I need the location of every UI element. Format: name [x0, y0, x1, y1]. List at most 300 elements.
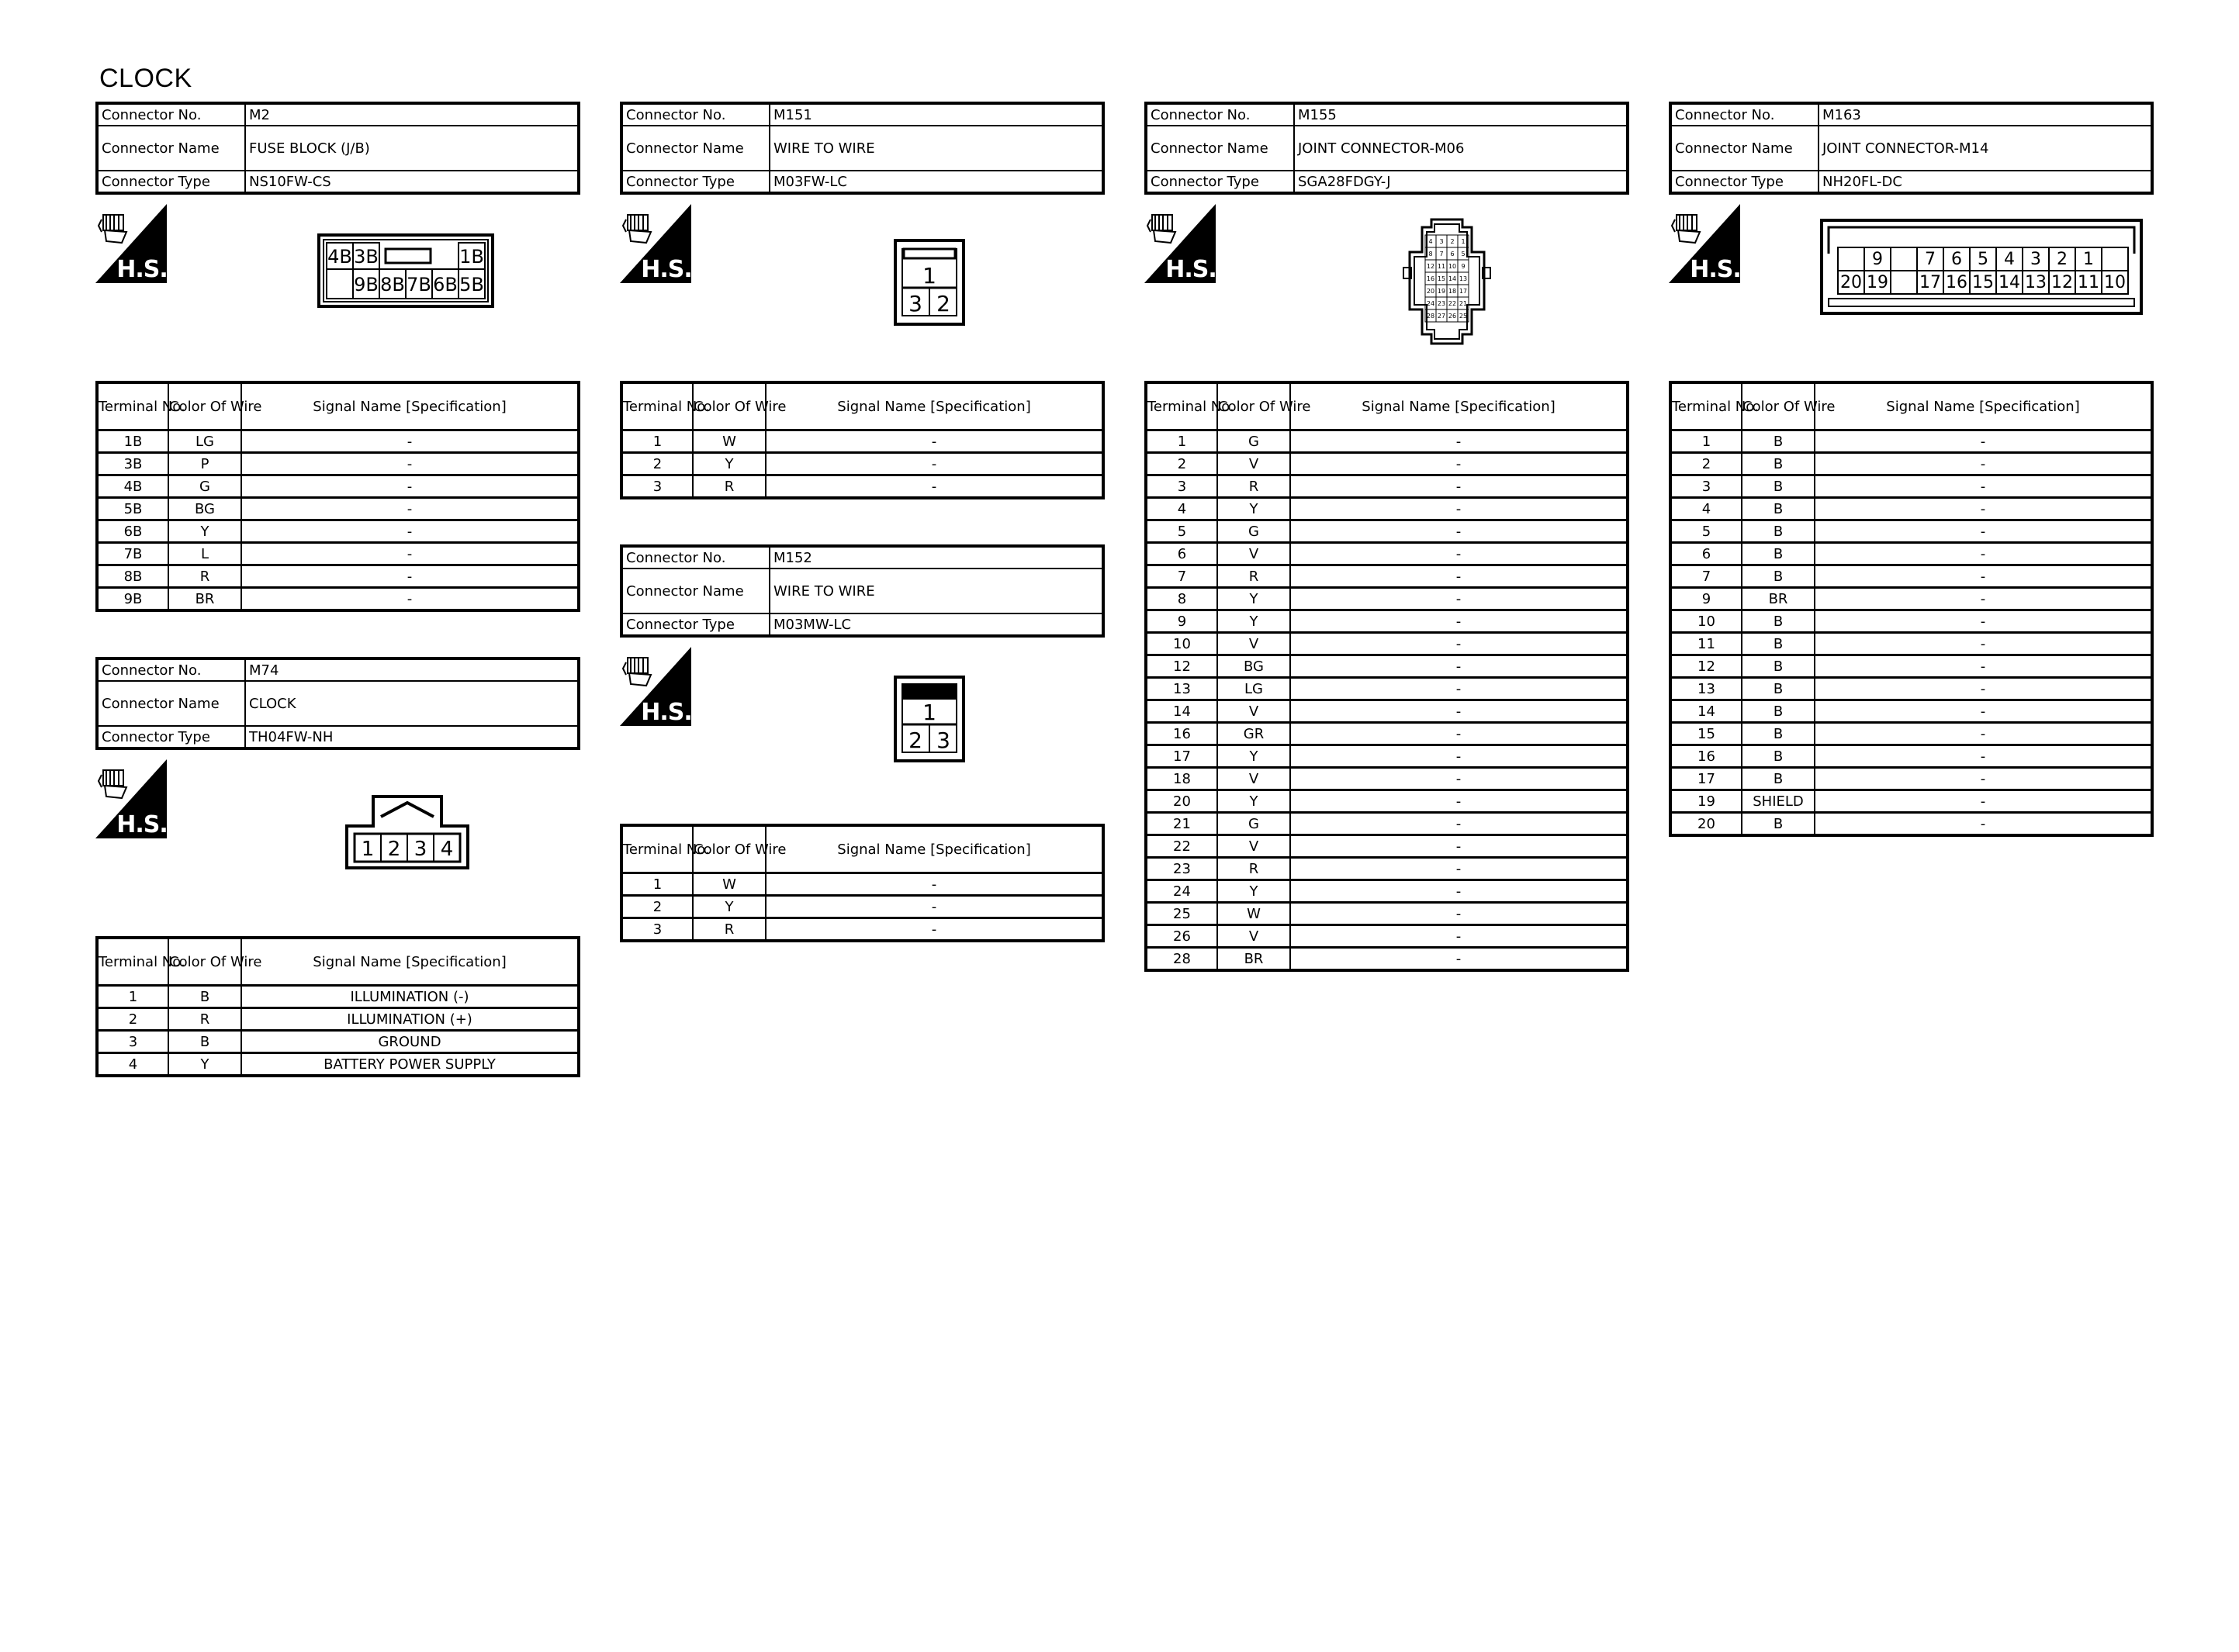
pin-label: 24: [1426, 300, 1435, 307]
wire-color-cell: B: [1742, 700, 1815, 723]
terminal-no-cell: 5: [1670, 520, 1742, 543]
wire-color-cell: R: [1217, 858, 1290, 880]
terminal-no-cell: 19: [1670, 790, 1742, 813]
connector-no-value: M152: [770, 546, 1103, 569]
connector-no-value: M163: [1819, 103, 2152, 126]
terminal-no-cell: 21: [1146, 813, 1217, 835]
connector-name-value: WIRE TO WIRE: [770, 569, 1103, 613]
signal-name-header: Signal Name [Specification]: [766, 825, 1103, 873]
pin-label: 19: [1867, 273, 1888, 292]
color-of-wire-header: Color Of Wire: [1742, 382, 1815, 430]
wire-color-cell: BG: [168, 498, 241, 520]
wire-color-cell: GR: [1217, 723, 1290, 745]
terminal-no-cell: 9: [1146, 610, 1217, 633]
table-row: [1670, 543, 2152, 565]
wire-color-cell: Y: [1217, 610, 1290, 633]
wire-color-cell: B: [168, 1031, 241, 1053]
connector-type-value: NH20FL-DC: [1819, 171, 2152, 193]
signal-name-header: Signal Name [Specification]: [241, 938, 579, 986]
connector-name-label: Connector Name: [1670, 126, 1819, 171]
table-row: [1670, 745, 2152, 768]
table-row: [621, 475, 1103, 499]
signal-name-cell: -: [1815, 655, 2152, 678]
connector-face-diagram: [893, 238, 967, 328]
pin-label: 4: [2004, 250, 2015, 269]
terminal-no-cell: 3: [1146, 475, 1217, 498]
table-row: [1146, 430, 1628, 453]
pin-cavity: [1891, 271, 1917, 294]
pin-label: 1: [922, 700, 936, 725]
table-row: [621, 896, 1103, 918]
wire-color-cell: BG: [1217, 655, 1290, 678]
connector-name-label: Connector Name: [97, 681, 245, 726]
wire-color-cell: R: [168, 1008, 241, 1031]
terminal-no-cell: 4: [97, 1053, 168, 1077]
wire-color-cell: BR: [168, 588, 241, 611]
terminal-no-header: Terminal No.: [97, 938, 168, 986]
terminal-no-cell: 2: [1146, 453, 1217, 475]
wire-color-cell: BR: [1217, 948, 1290, 971]
table-row: [1670, 678, 2152, 700]
signal-name-cell: -: [1290, 543, 1628, 565]
terminal-no-cell: 14: [1146, 700, 1217, 723]
wire-color-cell: V: [1217, 835, 1290, 858]
connector-type-value: M03MW-LC: [770, 613, 1103, 636]
terminal-no-cell: 24: [1146, 880, 1217, 903]
signal-name-cell: -: [1815, 520, 2152, 543]
connector-name-label: Connector Name: [1146, 126, 1294, 171]
connector-no-label: Connector No.: [1670, 103, 1819, 126]
table-row: [1146, 633, 1628, 655]
signal-name-cell: -: [1290, 745, 1628, 768]
table-row: [1146, 745, 1628, 768]
pin-label: 16: [1426, 275, 1435, 282]
wire-color-cell: R: [168, 565, 241, 588]
wire-color-cell: Y: [693, 896, 766, 918]
wire-color-cell: B: [1742, 498, 1815, 520]
signal-name-cell: -: [1290, 700, 1628, 723]
wire-color-cell: Y: [1217, 745, 1290, 768]
table-row: [1146, 948, 1628, 971]
connector-diagram-area: [620, 638, 1105, 824]
signal-name-cell: -: [1290, 520, 1628, 543]
terminal-no-cell: 6: [1146, 543, 1217, 565]
pin-label: 3: [2030, 250, 2041, 269]
connector-diagram-area: [1669, 195, 2154, 381]
terminal-no-cell: 3B: [97, 453, 168, 475]
table-row: [97, 498, 579, 520]
terminal-no-cell: 20: [1670, 813, 1742, 836]
terminal-no-cell: 3: [1670, 475, 1742, 498]
signal-name-cell: -: [1815, 543, 2152, 565]
terminal-no-cell: 13: [1670, 678, 1742, 700]
terminal-no-cell: 2: [1670, 453, 1742, 475]
table-row: [97, 1008, 579, 1031]
terminal-no-cell: 20: [1146, 790, 1217, 813]
pin-label: 16: [1946, 273, 1967, 292]
wire-color-cell: G: [1217, 813, 1290, 835]
signal-name-cell: -: [241, 498, 579, 520]
signal-name-cell: -: [1815, 610, 2152, 633]
terminal-no-cell: 4: [1670, 498, 1742, 520]
pin-label: 10: [1448, 263, 1457, 270]
pin-cavity: [1891, 247, 1917, 271]
signal-name-cell: -: [1290, 453, 1628, 475]
wire-color-cell: Y: [1217, 498, 1290, 520]
table-row: [1670, 565, 2152, 588]
table-row: [97, 430, 579, 453]
pin-label: 3: [936, 728, 950, 753]
pin-label: 2: [2057, 250, 2068, 269]
wire-color-cell: B: [1742, 745, 1815, 768]
wire-color-cell: LG: [168, 430, 241, 453]
terminal-no-cell: 15: [1670, 723, 1742, 745]
table-row: [1670, 430, 2152, 453]
table-row: [1146, 610, 1628, 633]
signal-name-cell: -: [1290, 723, 1628, 745]
signal-name-cell: -: [1290, 835, 1628, 858]
connector-type-value: NS10FW-CS: [245, 171, 579, 193]
table-row: [621, 453, 1103, 475]
connector-name-value: WIRE TO WIRE: [770, 126, 1103, 171]
table-row: [621, 430, 1103, 453]
signal-name-cell: -: [1290, 903, 1628, 925]
pin-label: 6: [1450, 251, 1455, 257]
pin-label: 7: [1925, 250, 1936, 269]
signal-name-cell: ILLUMINATION (-): [241, 986, 579, 1008]
column-1: [95, 102, 580, 1077]
terminal-no-cell: 26: [1146, 925, 1217, 948]
connector-no-label: Connector No.: [97, 658, 245, 681]
signal-name-cell: -: [766, 918, 1103, 942]
terminal-no-cell: 3: [621, 475, 693, 499]
wire-color-cell: G: [1217, 430, 1290, 453]
table-row: [1146, 475, 1628, 498]
connector-name-value: JOINT CONNECTOR-M14: [1819, 126, 2152, 171]
wire-color-cell: Y: [168, 520, 241, 543]
connector-face-diagram: [893, 675, 967, 765]
signal-name-cell: -: [241, 565, 579, 588]
pin-label: 2: [1450, 238, 1455, 245]
table-row: [1146, 588, 1628, 610]
pin-label: 20: [1426, 288, 1435, 295]
color-of-wire-header: Color Of Wire: [168, 382, 241, 430]
pin-label: 15: [1972, 273, 1994, 292]
table-row: [1670, 700, 2152, 723]
connector-m163: [1669, 102, 2154, 837]
wire-color-cell: B: [1742, 543, 1815, 565]
wire-color-cell: Y: [693, 453, 766, 475]
signal-name-cell: -: [1290, 498, 1628, 520]
signal-name-cell: -: [1815, 498, 2152, 520]
connector-info-table: [620, 102, 1105, 195]
connector-type-value: M03FW-LC: [770, 171, 1103, 193]
connector-info-table: [1144, 102, 1629, 195]
table-row: [1146, 655, 1628, 678]
table-row: [1146, 768, 1628, 790]
wire-color-cell: W: [693, 873, 766, 896]
pin-label: 8B: [380, 274, 405, 295]
table-row: [1146, 835, 1628, 858]
terminal-no-cell: 13: [1146, 678, 1217, 700]
signal-name-cell: -: [1815, 700, 2152, 723]
pin-label: 22: [1448, 300, 1457, 307]
pin-label: 7: [1439, 251, 1444, 257]
pin-label: 3: [908, 291, 922, 316]
terminal-no-header: Terminal No.: [1146, 382, 1217, 430]
pin-label: 5: [1978, 250, 1988, 269]
terminal-no-cell: 14: [1670, 700, 1742, 723]
pin-label: 9B: [354, 274, 379, 295]
connector-type-value: TH04FW-NH: [245, 726, 579, 748]
terminal-no-cell: 4: [1146, 498, 1217, 520]
terminal-no-cell: 1: [621, 430, 693, 453]
signal-name-cell: -: [766, 430, 1103, 453]
terminal-no-header: Terminal No.: [1670, 382, 1742, 430]
wire-color-cell: B: [1742, 475, 1815, 498]
table-row: [1670, 588, 2152, 610]
table-row: [1670, 813, 2152, 836]
signal-name-cell: -: [1290, 610, 1628, 633]
table-row: [1670, 768, 2152, 790]
wire-color-cell: V: [1217, 453, 1290, 475]
signal-name-header: Signal Name [Specification]: [1290, 382, 1628, 430]
pin-label: 1: [361, 838, 375, 861]
signal-name-cell: -: [1815, 430, 2152, 453]
pin-label: 3: [1439, 238, 1444, 245]
signal-name-cell: -: [1290, 430, 1628, 453]
table-row: [97, 543, 579, 565]
signal-name-cell: -: [1815, 745, 2152, 768]
pin-label: 3B: [354, 246, 379, 268]
connector-name-label: Connector Name: [621, 569, 770, 613]
pin-cavity: [2102, 247, 2128, 271]
terminal-no-cell: 18: [1146, 768, 1217, 790]
pin-label: 4: [440, 838, 454, 861]
connector-type-label: Connector Type: [97, 726, 245, 748]
connector-name-label: Connector Name: [97, 126, 245, 171]
terminal-no-cell: 16: [1670, 745, 1742, 768]
terminal-no-cell: 28: [1146, 948, 1217, 971]
pin-table: [620, 381, 1105, 499]
table-row: [1670, 723, 2152, 745]
connector-diagram-area: [1144, 195, 1629, 381]
signal-name-cell: -: [241, 475, 579, 498]
pin-label: 13: [2025, 273, 2047, 292]
hs-logo-icon: [620, 647, 691, 726]
terminal-no-cell: 10: [1670, 610, 1742, 633]
pin-label: 27: [1437, 313, 1446, 320]
terminal-no-cell: 7: [1146, 565, 1217, 588]
pin-label: 25: [1459, 313, 1468, 320]
pin-label: 28: [1426, 313, 1435, 320]
pin-label: 3: [414, 838, 427, 861]
color-of-wire-header: Color Of Wire: [168, 938, 241, 986]
pin-label: 11: [1437, 263, 1446, 270]
signal-name-cell: ILLUMINATION (+): [241, 1008, 579, 1031]
connector-face-diagram: [317, 233, 496, 311]
connector-no-label: Connector No.: [621, 103, 770, 126]
connector-info-table: [1669, 102, 2154, 195]
wire-color-cell: B: [168, 986, 241, 1008]
terminal-no-cell: 9B: [97, 588, 168, 611]
connector-name-value: CLOCK: [245, 681, 579, 726]
signal-name-header: Signal Name [Specification]: [1815, 382, 2152, 430]
table-row: [97, 453, 579, 475]
table-row: [1670, 610, 2152, 633]
wire-color-cell: B: [1742, 633, 1815, 655]
signal-name-cell: -: [241, 543, 579, 565]
signal-name-header: Signal Name [Specification]: [766, 382, 1103, 430]
terminal-no-cell: 7B: [97, 543, 168, 565]
pin-table: [95, 936, 580, 1077]
terminal-no-cell: 1: [621, 873, 693, 896]
connector-type-label: Connector Type: [621, 613, 770, 636]
pin-label: 26: [1448, 313, 1457, 320]
terminal-no-cell: 3: [97, 1031, 168, 1053]
table-row: [1670, 475, 2152, 498]
wire-color-cell: B: [1742, 768, 1815, 790]
table-row: [1146, 678, 1628, 700]
terminal-no-cell: 2: [97, 1008, 168, 1031]
table-row: [1670, 790, 2152, 813]
table-row: [1670, 498, 2152, 520]
signal-name-cell: -: [241, 430, 579, 453]
connector-no-value: M151: [770, 103, 1103, 126]
wire-color-cell: R: [693, 918, 766, 942]
table-row: [1146, 543, 1628, 565]
connector-face-diagram: [1400, 216, 1493, 347]
connector-info-table: [95, 102, 580, 195]
signal-name-cell: -: [1290, 475, 1628, 498]
pin-label: 19: [1437, 288, 1446, 295]
terminal-no-cell: 2: [621, 896, 693, 918]
table-row: [1670, 453, 2152, 475]
hs-logo-icon: [620, 204, 691, 283]
connector-m2: [95, 102, 580, 612]
wire-color-cell: W: [693, 430, 766, 453]
table-row: [621, 873, 1103, 896]
signal-name-header: Signal Name [Specification]: [241, 382, 579, 430]
hs-logo-icon: [1144, 204, 1216, 283]
terminal-no-cell: 5B: [97, 498, 168, 520]
signal-name-cell: -: [1815, 475, 2152, 498]
pin-label: 18: [1448, 288, 1457, 295]
pin-table: [1144, 381, 1629, 972]
signal-name-cell: -: [1815, 565, 2152, 588]
signal-name-cell: -: [1290, 655, 1628, 678]
wire-color-cell: B: [1742, 723, 1815, 745]
table-row: [1146, 453, 1628, 475]
pin-label: 10: [2104, 273, 2126, 292]
table-row: [1146, 880, 1628, 903]
pin-label: 14: [1998, 273, 2020, 292]
terminal-no-cell: 8B: [97, 565, 168, 588]
connector-name-value: FUSE BLOCK (J/B): [245, 126, 579, 171]
pin-label: 2: [387, 838, 401, 861]
table-row: [97, 565, 579, 588]
wire-color-cell: B: [1742, 565, 1815, 588]
table-row: [97, 986, 579, 1008]
pin-label: 5: [1461, 251, 1466, 257]
wire-color-cell: LG: [1217, 678, 1290, 700]
connector-m151: [620, 102, 1105, 499]
pin-label: 15: [1437, 275, 1446, 282]
hs-logo-icon: [95, 204, 167, 283]
terminal-no-header: Terminal No.: [621, 825, 693, 873]
wire-color-cell: G: [168, 475, 241, 498]
wire-color-cell: R: [1217, 475, 1290, 498]
table-row: [1670, 655, 2152, 678]
terminal-no-cell: 6: [1670, 543, 1742, 565]
signal-name-cell: -: [1290, 588, 1628, 610]
color-of-wire-header: Color Of Wire: [693, 382, 766, 430]
connector-info-table: [95, 657, 580, 750]
table-row: [1146, 858, 1628, 880]
table-row: [1670, 633, 2152, 655]
wire-color-cell: G: [1217, 520, 1290, 543]
connector-no-value: M74: [245, 658, 579, 681]
pin-table: [620, 824, 1105, 942]
pin-table: [1669, 381, 2154, 837]
wire-color-cell: P: [168, 453, 241, 475]
pin-label: 12: [1426, 263, 1435, 270]
pin-label: 1B: [459, 246, 484, 268]
pin-label: 21: [1459, 300, 1468, 307]
connector-type-label: Connector Type: [97, 171, 245, 193]
terminal-no-cell: 12: [1146, 655, 1217, 678]
table-row: [97, 475, 579, 498]
connector-no-value: M155: [1294, 103, 1628, 126]
pin-table: [95, 381, 580, 612]
wire-color-cell: B: [1742, 678, 1815, 700]
terminal-no-cell: 1: [1670, 430, 1742, 453]
pin-label: 17: [1459, 288, 1468, 295]
wire-color-cell: L: [168, 543, 241, 565]
connector-face-diagram: [344, 793, 471, 871]
pin-cavity: [1838, 247, 1864, 271]
terminal-no-cell: 4B: [97, 475, 168, 498]
signal-name-cell: -: [1290, 925, 1628, 948]
pin-label: 17: [1919, 273, 1941, 292]
connector-type-label: Connector Type: [621, 171, 770, 193]
terminal-no-cell: 17: [1146, 745, 1217, 768]
connector-face-diagram: [1819, 218, 2145, 316]
signal-name-cell: -: [1290, 790, 1628, 813]
table-row: [1146, 565, 1628, 588]
signal-name-cell: -: [241, 588, 579, 611]
signal-name-cell: -: [1290, 633, 1628, 655]
wire-color-cell: V: [1217, 768, 1290, 790]
connector-name-label: Connector Name: [621, 126, 770, 171]
terminal-no-cell: 6B: [97, 520, 168, 543]
table-row: [97, 520, 579, 543]
signal-name-cell: -: [1815, 633, 2152, 655]
signal-name-cell: -: [241, 453, 579, 475]
pin-label: 23: [1437, 300, 1446, 307]
table-row: [1146, 903, 1628, 925]
connector-type-label: Connector Type: [1670, 171, 1819, 193]
wire-color-cell: B: [1742, 430, 1815, 453]
signal-name-cell: -: [1290, 880, 1628, 903]
terminal-no-cell: 25: [1146, 903, 1217, 925]
wire-color-cell: V: [1217, 925, 1290, 948]
terminal-no-cell: 10: [1146, 633, 1217, 655]
connector-no-value: M2: [245, 103, 579, 126]
table-row: [1146, 700, 1628, 723]
table-row: [97, 1053, 579, 1077]
wire-color-cell: R: [1217, 565, 1290, 588]
